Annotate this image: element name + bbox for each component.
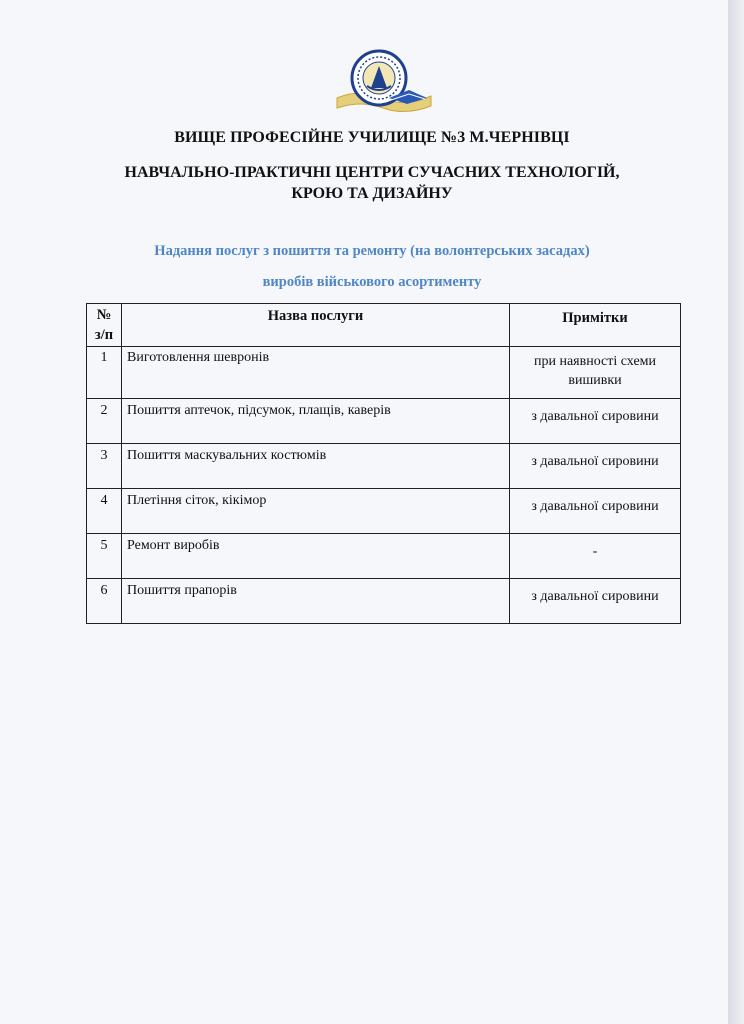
services-subtitle-line1: Надання послуг з пошиття та ремонту (на волонтерських засадах) <box>154 243 590 259</box>
row-number: 2 <box>87 399 122 444</box>
row-note: з давальної сировини <box>510 399 681 444</box>
row-note: з давальної сировини <box>510 579 681 624</box>
scan-edge <box>728 0 744 1024</box>
services-subtitle-line2: виробів військового асортименту <box>262 274 482 290</box>
header-number-symbol: № <box>96 307 112 323</box>
row-number: 1 <box>87 347 122 399</box>
table-row <box>87 444 681 489</box>
table-header-row <box>87 304 681 347</box>
row-number: 4 <box>87 489 122 534</box>
row-number: 5 <box>87 534 122 579</box>
table-row <box>87 534 681 579</box>
school-emblem-icon <box>331 48 435 114</box>
header-notes: Примітки <box>510 304 681 347</box>
services-table <box>86 303 681 624</box>
table-row <box>87 399 681 444</box>
table-row <box>87 579 681 624</box>
row-note: - <box>510 534 681 579</box>
centers-title-line1: НАВЧАЛЬНО-ПРАКТИЧНІ ЦЕНТРИ СУЧАСНИХ ТЕХНОЛОГІЙ, <box>124 164 620 181</box>
header-number-abbr: з/п <box>94 327 114 343</box>
institution-title: ВИЩЕ ПРОФЕСІЙНЕ УЧИЛИЩЕ №3 М.ЧЕРНІВЦІ <box>174 129 570 146</box>
row-note-line1: при наявності схеми <box>533 354 657 369</box>
row-service-name: Пошиття прапорів <box>122 579 510 624</box>
header-number <box>87 304 122 347</box>
row-number: 6 <box>87 579 122 624</box>
centers-title-line2: КРОЮ ТА ДИЗАЙНУ <box>291 185 453 202</box>
table-row <box>87 347 681 399</box>
row-note: з давальної сировини <box>510 444 681 489</box>
row-service-name: Ремонт виробів <box>122 534 510 579</box>
row-service-name: Пошиття аптечок, підсумок, плащів, каверів <box>122 399 510 444</box>
row-service-name: Виготовлення шевронів <box>122 347 510 399</box>
table-row <box>87 489 681 534</box>
row-note: з давальної сировини <box>510 489 681 534</box>
row-service-name: Пошиття маскувальних костюмів <box>122 444 510 489</box>
row-service-name: Плетіння сіток, кікімор <box>122 489 510 534</box>
row-note-line2: вишивки <box>568 373 622 388</box>
row-note <box>510 347 681 399</box>
centers-title <box>0 162 744 204</box>
row-number: 3 <box>87 444 122 489</box>
header-service-name: Назва послуги <box>122 304 510 347</box>
